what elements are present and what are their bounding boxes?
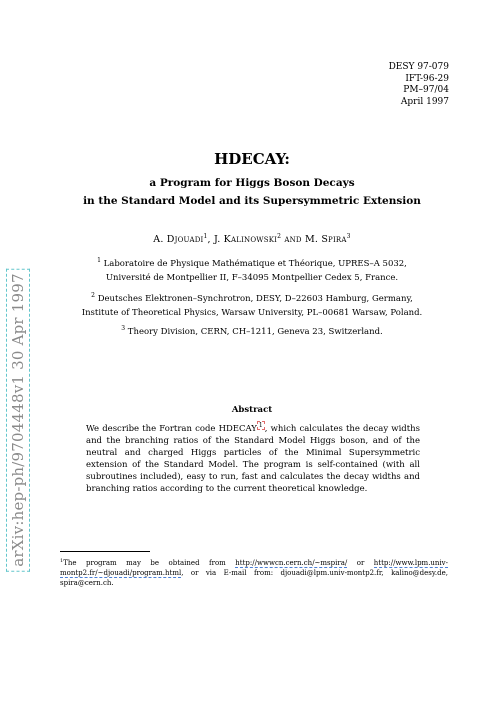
footnote-text: or xyxy=(347,559,374,567)
abstract-text-part: , which calculates the decay widths and the branching ratios of the Standard Model Higgs boson, and of the neutral and charged Higgs particles of the Minimal Supersymmetric extension of the Standard Model. The program is self-contained (with all subroutines included), easy to run, fast and calculates the decay widths and branching ratios according to the current theoretical knowledge. xyxy=(86,424,420,494)
affiliation-line: Université de Montpellier II, F–34095 Montpellier Cedex 5, France. xyxy=(105,273,399,283)
author-separator: , xyxy=(207,234,214,245)
arxiv-identifier-link[interactable]: arXiv:hep-ph/9704448v1 30 Apr 1997 xyxy=(6,268,30,571)
subtitle-line: in the Standard Model and its Supersymmetric Extension xyxy=(83,195,421,207)
author-name: A. Djouadi xyxy=(153,234,204,245)
affiliation-line: Institute of Theoretical Physics, Warsaw University, PL–00681 Warsaw, Poland. xyxy=(81,308,423,318)
footnote-link[interactable]: 1 xyxy=(258,422,263,429)
author-name: M. Spira xyxy=(304,234,347,245)
affiliation-marker: 3 xyxy=(346,233,351,240)
report-number: IFT-96-29 xyxy=(405,73,449,84)
abstract-text-part: We describe the Fortran code HDECAY xyxy=(86,424,257,434)
report-number-block xyxy=(389,62,449,108)
affiliation-marker: 2 xyxy=(91,292,95,299)
url-link[interactable]: http://www.lpm.univ-montp2.fr/~djouadi/program.html xyxy=(60,559,448,577)
author-name: J. Kalinowski xyxy=(213,234,278,245)
affiliation-marker: 2 xyxy=(277,233,282,240)
report-date: April 1997 xyxy=(400,96,449,107)
author-separator: and xyxy=(281,234,305,245)
affiliation-line: Deutsches Elektronen–Synchrotron, DESY, D–22603 Hamburg, Germany, xyxy=(97,294,413,304)
report-number: PM–97/04 xyxy=(403,85,449,95)
abstract-heading: Abstract xyxy=(231,405,273,415)
affiliation-line: Theory Division, CERN, CH–1211, Geneva 23, Switzerland. xyxy=(127,327,383,337)
footnote xyxy=(60,556,448,588)
paper-subtitle xyxy=(0,174,504,210)
affiliation xyxy=(0,289,504,320)
affiliation xyxy=(0,322,504,339)
footnote-rule xyxy=(60,551,150,552)
affiliation xyxy=(0,254,504,285)
footnote-marker: 1 xyxy=(60,558,64,564)
abstract-text xyxy=(86,420,420,495)
author-list xyxy=(0,233,504,245)
report-number: DESY 97-079 xyxy=(388,62,449,72)
affiliation-marker: 3 xyxy=(121,325,126,332)
affiliation-marker: 1 xyxy=(203,233,208,240)
paper-title: HDECAY: xyxy=(214,150,290,168)
footnote-text: , or via E-mail from: djouadi@lpm.univ-montp2.fr, kalino@desy.de, spira@cern.ch. xyxy=(60,569,448,587)
affiliation-marker: 1 xyxy=(97,257,101,264)
subtitle-line: a Program for Higgs Boson Decays xyxy=(149,177,355,189)
affiliation-line: Laboratoire de Physique Mathématique et Théorique, UPRES–A 5032, xyxy=(103,259,407,269)
url-link[interactable]: http://wwwcn.cern.ch/~mspira/ xyxy=(235,559,348,567)
footnote-text: The program may be obtained from xyxy=(63,559,236,567)
